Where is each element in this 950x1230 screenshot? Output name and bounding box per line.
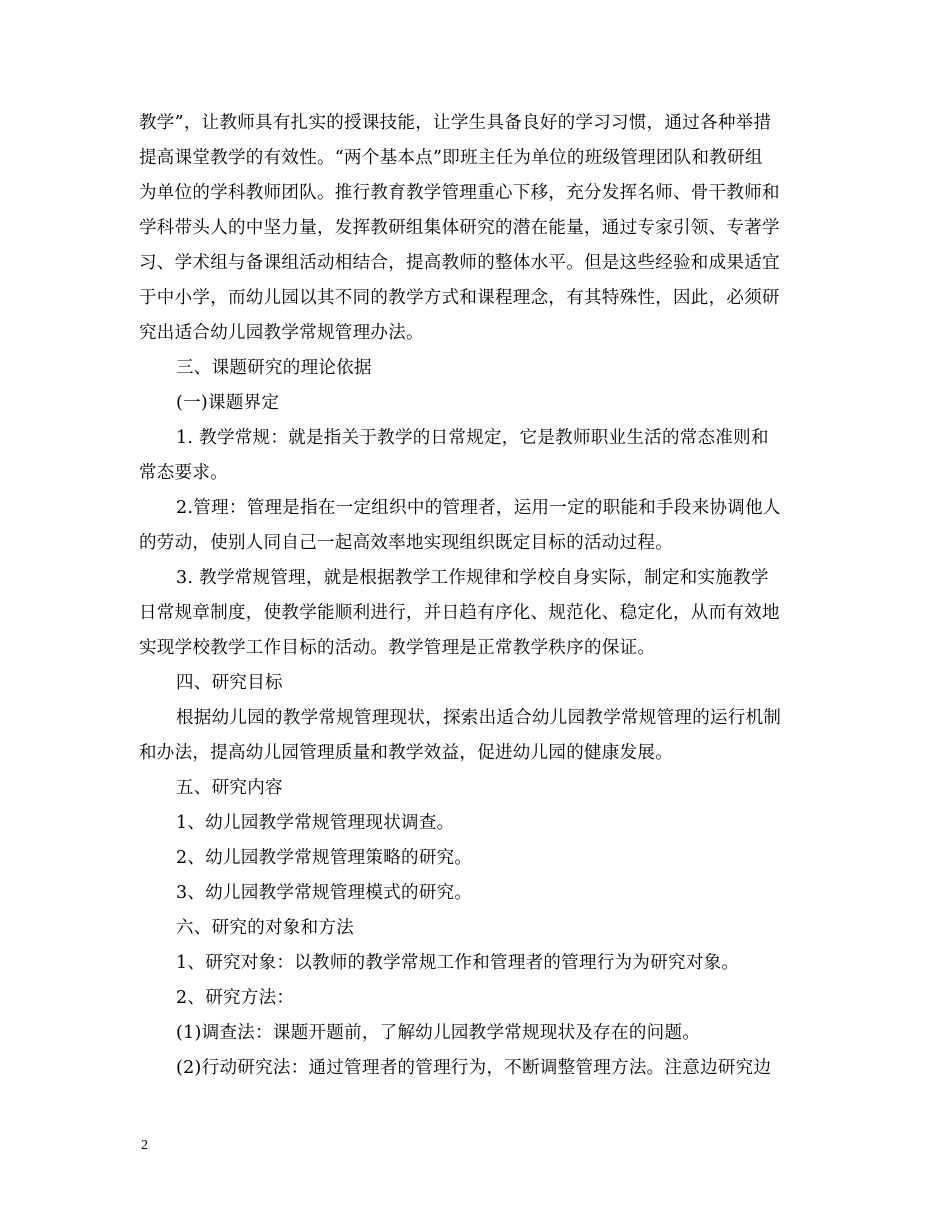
paragraph-line: 究出适合幼儿园教学常规管理办法。 <box>139 323 424 343</box>
list-item: (1)调查法：课题开题前，了解幼儿园教学常规现状及存在的问题。 <box>176 1023 701 1043</box>
paragraph-line: 日常规章制度，使教学能顺利进行，并日趋有序化、规范化、稳定化，从而有效地 <box>139 603 780 623</box>
paragraph-line: 教学”，让教师具有扎实的授课技能，让学生具备良好的学习习惯，通过各种举措 <box>139 113 772 133</box>
page-number: 2 <box>141 1138 148 1153</box>
paragraph-line: 提高课堂教学的有效性。“两个基本点”即班主任为单位的班级管理团队和教研组 <box>139 148 763 168</box>
paragraph-line: 为单位的学科教师团队。推行教育教学管理重心下移，充分发挥名师、骨干教师和 <box>139 183 780 203</box>
paragraph-line: 于中小学，而幼儿园以其不同的教学方式和课程理念，有其特殊性，因此，必须研 <box>139 288 780 308</box>
list-item: (2)行动研究法：通过管理者的管理行为，不断调整管理方法。注意边研究边 <box>176 1058 772 1078</box>
list-item: 1、研究对象：以教师的教学常规工作和管理者的管理行为为研究对象。 <box>176 953 740 973</box>
paragraph-line: 学科带头人的中坚力量，发挥教研组集体研究的潜在能量，通过专家引领、专著学 <box>139 218 780 238</box>
definition-item-3: 3. 教学常规管理，就是根据教学工作规律和学校自身实际，制定和实施教学 <box>176 568 769 588</box>
list-item: 1、幼儿园教学常规管理现状调查。 <box>176 813 455 833</box>
definition-item-2: 2.管理：管理是指在一定组织中的管理者，运用一定的职能和手段来协调他人 <box>176 498 781 518</box>
subsection-heading: (一)课题界定 <box>176 393 280 413</box>
list-item: 2、研究方法： <box>176 988 295 1008</box>
section-heading-5: 五、研究内容 <box>176 778 283 798</box>
paragraph-line: 和办法，提高幼儿园管理质量和教学效益，促进幼儿园的健康发展。 <box>139 743 673 763</box>
paragraph-line: 习、学术组与备课组活动相结合，提高教师的整体水平。但是这些经验和成果适宜 <box>139 253 780 273</box>
list-item: 3、幼儿园教学常规管理模式的研究。 <box>176 883 473 903</box>
section-heading-6: 六、研究的对象和方法 <box>176 918 354 938</box>
paragraph-line: 的劳动，使别人同自己一起高效率地实现组织既定目标的活动过程。 <box>139 533 673 553</box>
list-item: 2、幼儿园教学常规管理策略的研究。 <box>176 848 473 868</box>
section-heading-4: 四、研究目标 <box>176 673 283 693</box>
paragraph-line: 根据幼儿园的教学常规管理现状，探索出适合幼儿园教学常规管理的运行机制 <box>176 708 782 728</box>
paragraph-line: 常态要求。 <box>139 463 228 483</box>
section-heading-3: 三、课题研究的理论依据 <box>176 358 372 378</box>
paragraph-line: 实现学校教学工作目标的活动。教学管理是正常教学秩序的保证。 <box>139 638 656 658</box>
definition-item-1: 1. 教学常规：就是指关于教学的日常规定，它是教师职业生活的常态准则和 <box>176 428 769 448</box>
